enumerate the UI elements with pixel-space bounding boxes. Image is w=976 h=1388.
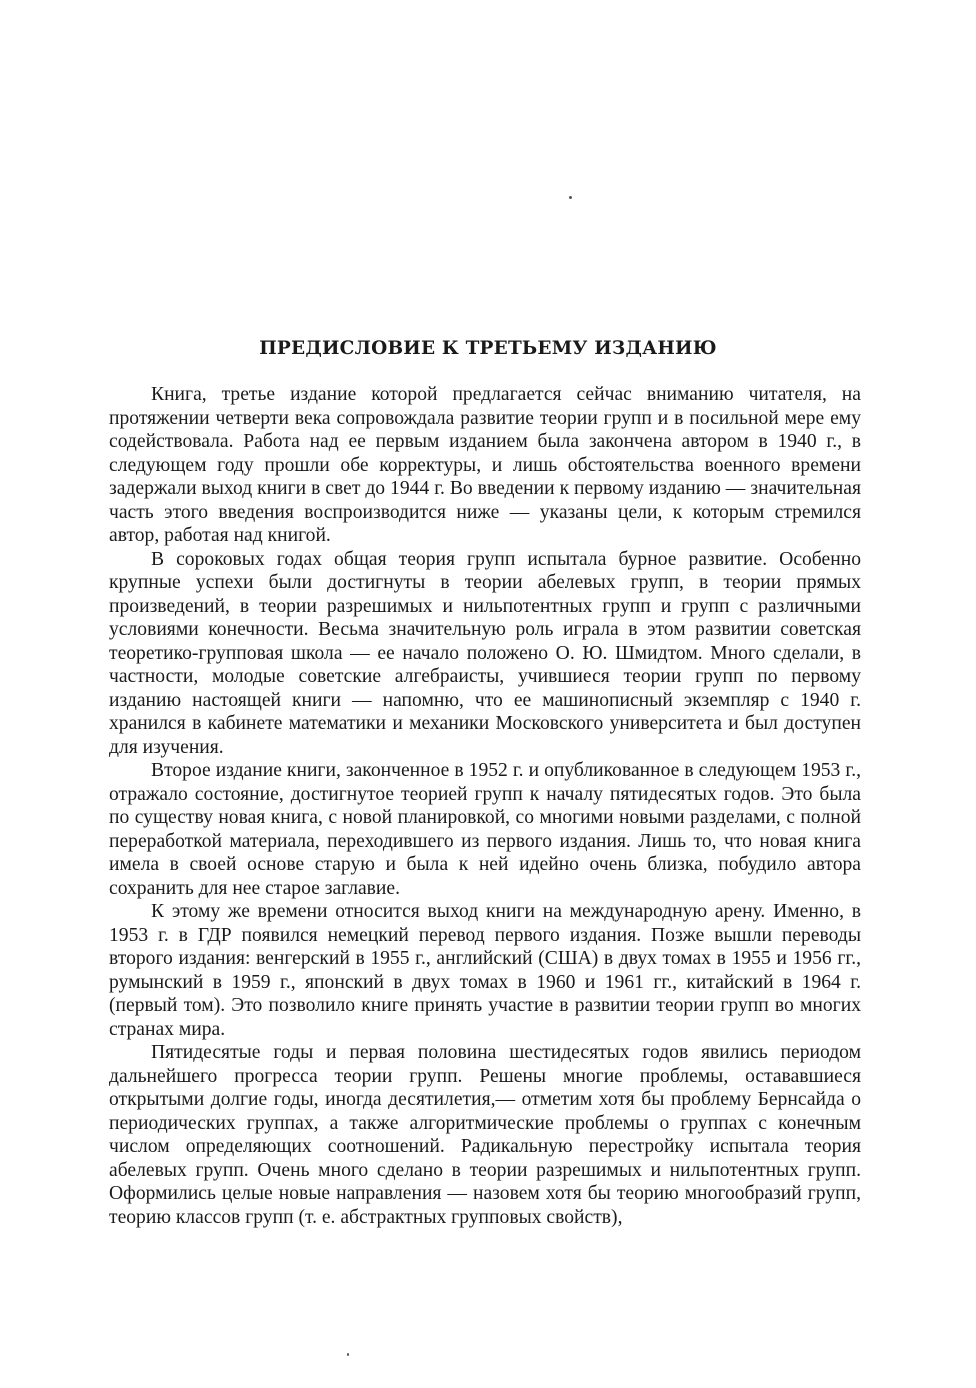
preface-body [109,383,861,1229]
paragraph: Пятидесятые годы и первая половина шестидесятых годов явились периодом дальнейшего прогресса теории групп. Решены многие проблемы, остававшиеся открытыми долгие годы, иногда десятилетия,— отметим хотя бы проблему Бернсайда о периодических группах, а также алгоритмические проблемы о группах с конечным числом определяющих соотношений. Радикальную перестройку испытала теория абелевых групп. Очень много сделано в теории разрешимых и нильпотентных групп. Оформились целые новые направления — назовем хотя бы теорию многообразий групп, теорию классов групп (т. е. абстрактных групповых свойств), [109,1042,861,1228]
page-title: ПРЕДИСЛОВИЕ К ТРЕТЬЕМУ ИЗДАНИЮ [259,338,717,359]
scan-speck [569,196,572,199]
paragraph: К этому же времени относится выход книги на международную арену. Именно, в 1953 г. в ГДР появился немецкий перевод первого издания. Позже вышли переводы второго издания: венгерский в 1955 г., английский (США) в двух томах в 1955 и 1956 гг., румынский в 1959 г., японский в двух томах в 1960 и 1961 гг., китайский в 1964 г. (первый том). Это позволило книге принять участие в развитии теории групп во многих странах мира. [109,901,861,1040]
scan-speck [347,1353,349,1356]
paragraph: Книга, третье издание которой предлагается сейчас вниманию читателя, на протяжении четверти века сопровождала развитие теории групп и в посильной мере ему содействовала. Работа над ее первым изданием была закончена автором в 1940 г., в следующем году прошли обе корректуры, и лишь обстоятельства военного времени задержали выход книги в свет до 1944 г. Во введении к первому изданию — значительная часть этого введения воспроизводится ниже — указаны цели, к которым стремился автор, работая над книгой. [109,384,861,546]
paragraph: В сороковых годах общая теория групп испытала бурное развитие. Особенно крупные успехи были достигнуты в теории абелевых групп, в теории прямых произведений, в теории разрешимых и нильпотентных групп и групп с различными условиями конечности. Весьма значительную роль играла в этом развитии советская теоретико-групповая школа — ее начало положено О. Ю. Шмидтом. Много сделали, в частности, молодые советские алгебраисты, учившиеся теории групп по первому изданию настоящей книги — напомню, что ее машинописный экземпляр с 1940 г. хранился в кабинете математики и механики Московского университета и был доступен для изучения. [109,548,861,758]
paragraph: Второе издание книги, законченное в 1952 г. и опубликованное в следующем 1953 г., отражало состояние, достигнутое теорией групп к началу пятидесятых годов. Это была по существу новая книга, с новой планировкой, со многими новыми разделами, с полной переработкой материала, переходившего из первого издания. Лишь то, что новая книга имела в своей основе старую и была к ней идейно очень близка, побудило автора сохранить для нее старое заглавие. [109,760,861,899]
